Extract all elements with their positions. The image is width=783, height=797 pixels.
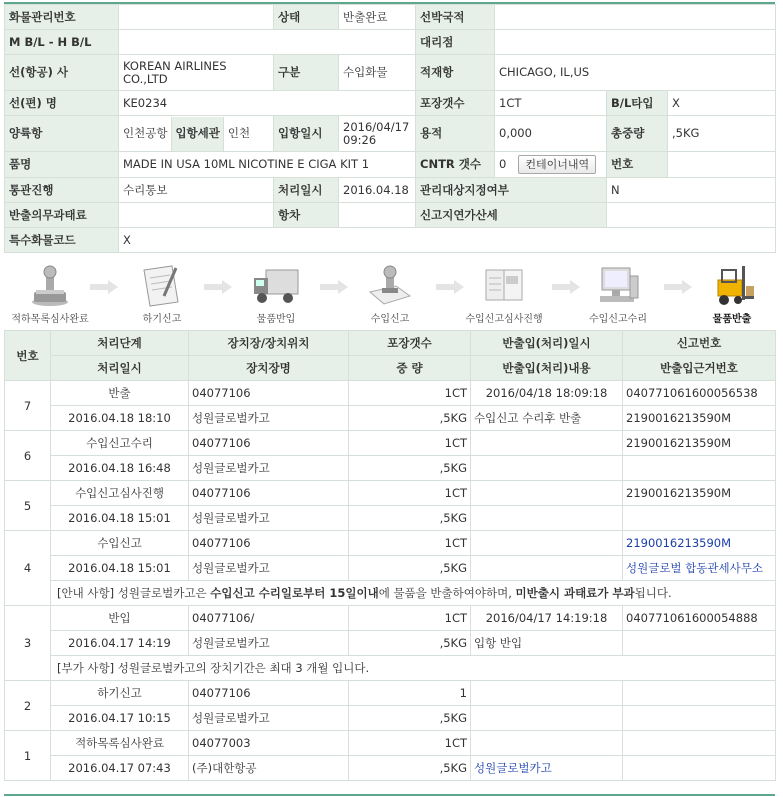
arrival-label: 입항일시: [274, 116, 339, 152]
step-label: 수입신고수리: [589, 314, 647, 325]
step-cell: 반출: [51, 381, 189, 406]
loading-port-label: 적재항: [416, 55, 495, 91]
date-cell: 2016.04.18 15:01: [51, 556, 189, 581]
io-date-cell: [471, 681, 623, 706]
mbl-hbl-value: [119, 30, 416, 55]
weight-cell: ,5KG: [349, 706, 471, 731]
io-content-cell: [471, 506, 623, 531]
location-name-cell: 성원글로벌카고: [189, 406, 349, 431]
step-manifest-review: [0, 262, 100, 325]
item-value: MADE IN USA 10ML NICOTINE E CIGA KIT 1: [119, 152, 416, 178]
step-cell: 반입: [51, 606, 189, 631]
io-basis-cell: 2190016213590M: [623, 406, 776, 431]
vessel-label: 선(편) 명: [5, 91, 119, 116]
volume-value: 0,000: [495, 116, 607, 152]
arrival-value: 2016/04/17 09:26: [339, 116, 416, 152]
bottom-accent-line: [4, 794, 775, 796]
weight-cell: ,5KG: [349, 406, 471, 431]
status-value: 반출완료: [339, 5, 416, 30]
location-cell: 04077106: [189, 431, 349, 456]
bl-type-label: B/L타입: [607, 91, 668, 116]
history-row: [5, 431, 776, 456]
location-name-cell: 성원글로벌카고: [189, 631, 349, 656]
location-name-cell: (주)대한항공: [189, 756, 349, 781]
history-row: [5, 681, 776, 706]
customs-proc-value: 수리통보: [119, 178, 274, 203]
weight-cell: ,5KG: [349, 456, 471, 481]
nationality-value: [495, 5, 776, 30]
io-date-cell: [471, 731, 623, 756]
io-content-cell: 수입신고 수리후 반출: [471, 406, 623, 431]
date-cell: 2016.04.18 15:01: [51, 506, 189, 531]
row-number: 4: [5, 531, 51, 606]
io-basis-cell: [623, 456, 776, 481]
step-declaration-accepted: [568, 262, 668, 325]
io-content-cell: [471, 456, 623, 481]
io-basis-cell: [623, 706, 776, 731]
history-row: [5, 731, 776, 756]
location-cell: 04077106: [189, 481, 349, 506]
step-cell: 적하목록심사완료: [51, 731, 189, 756]
report-no-cell: 040771061600054888: [623, 606, 776, 631]
mbl-hbl-label: M B/L - H B/L: [5, 30, 119, 55]
report-no-cell: 040771061600056538: [623, 381, 776, 406]
truck-icon: [252, 262, 300, 308]
location-name-cell: 성원글로벌카고: [189, 456, 349, 481]
cntr-group: [495, 152, 607, 178]
history-table: [4, 330, 776, 781]
history-row-detail: [5, 506, 776, 531]
history-row: [5, 381, 776, 406]
location-cell: 04077106: [189, 681, 349, 706]
io-date-cell: [471, 431, 623, 456]
container-details-button[interactable]: 컨테이너내역: [518, 155, 596, 174]
nationality-label: 선박국적: [416, 5, 495, 30]
history-row: [5, 481, 776, 506]
location-cell: 04077106: [189, 381, 349, 406]
history-note-row: [5, 656, 776, 681]
io-basis-cell: [623, 756, 776, 781]
customs-value: 인천: [227, 126, 251, 140]
pkg-cell: 1CT: [349, 481, 471, 506]
step-unloading-report: [112, 262, 212, 325]
row-number: 7: [5, 381, 51, 431]
managed-label: 관리대상지정여부: [416, 178, 607, 203]
export-duty-label: 반출의무과태료: [5, 203, 119, 228]
header-weight: 중 량: [349, 356, 471, 381]
pkg-cell: 1CT: [349, 531, 471, 556]
note-emphasis: 미반출시 과태료가 부과: [515, 586, 635, 600]
date-cell: 2016.04.17 10:15: [51, 706, 189, 731]
step-import-declaration: [340, 262, 440, 325]
binder-icon: [480, 262, 528, 308]
loading-port-value: CHICAGO, IL,US: [495, 55, 776, 91]
io-content-cell[interactable]: 성원글로벌카고: [471, 756, 623, 781]
row-number: 2: [5, 681, 51, 731]
agent-label: 대리점: [416, 30, 495, 55]
header-report-no: 신고번호: [623, 331, 776, 356]
io-content-cell: [471, 556, 623, 581]
history-row-detail: [5, 456, 776, 481]
step-label: 물품반입: [256, 314, 296, 325]
note-cell: [51, 656, 776, 681]
io-basis-cell[interactable]: 성원글로벌 합동관세사무소: [623, 556, 776, 581]
customs-label: 입항세관: [171, 117, 223, 151]
note-cell: [51, 581, 776, 606]
proc-date-label: 처리일시: [274, 178, 339, 203]
io-basis-cell: [623, 631, 776, 656]
history-row-detail: [5, 556, 776, 581]
date-cell: 2016.04.18 16:48: [51, 456, 189, 481]
io-date-cell: 2016/04/18 18:09:18: [471, 381, 623, 406]
step-cargo-inbound: [226, 262, 326, 325]
cntr-value: 0: [499, 157, 507, 171]
stamp-paper-icon: [366, 262, 414, 308]
location-name-cell: 성원글로벌카고: [189, 506, 349, 531]
progress-steps: [0, 262, 783, 328]
io-date-cell: [471, 481, 623, 506]
step-cell: 하기신고: [51, 681, 189, 706]
header-io-basis: 반출입근거번호: [623, 356, 776, 381]
computer-icon: [594, 262, 642, 308]
note-prefix: [부가 사항] 성원글로벌카고의 장치기간은 최대 3 개월 입니다.: [57, 661, 370, 675]
step-label: 물품반출: [712, 314, 752, 325]
cargo-no-label: 화물관리번호: [5, 5, 119, 30]
agent-value: [495, 30, 776, 55]
io-date-cell: [471, 531, 623, 556]
carrier-value: KOREAN AIRLINES CO.,LTD: [119, 55, 274, 91]
step-cell: 수입신고수리: [51, 431, 189, 456]
bl-type-value: X: [668, 91, 776, 116]
pkg-cell: 1CT: [349, 431, 471, 456]
report-no-cell: 2190016213590M: [623, 431, 776, 456]
header-location: 장치장/장치위치: [189, 331, 349, 356]
cntr-label: CNTR 갯수: [416, 152, 495, 178]
step-label: 수입신고심사진행: [465, 314, 543, 325]
weight-cell: ,5KG: [349, 556, 471, 581]
date-cell: 2016.04.17 07:43: [51, 756, 189, 781]
history-row: [5, 606, 776, 631]
report-no-cell: [623, 681, 776, 706]
date-cell: 2016.04.18 18:10: [51, 406, 189, 431]
stamp-icon: [26, 262, 74, 308]
step-label: 하기신고: [142, 314, 182, 325]
pkg-cell: 1CT: [349, 731, 471, 756]
history-note-row: [5, 581, 776, 606]
unload-port-group: [119, 116, 274, 152]
location-name-cell: 성원글로벌카고: [189, 706, 349, 731]
document-pen-icon: [138, 262, 186, 308]
report-no-cell: [623, 731, 776, 756]
io-basis-cell: [623, 506, 776, 531]
pkg-cell: 1CT: [349, 381, 471, 406]
note-middle: 에 물품을 반출하여야하며,: [378, 586, 516, 600]
export-duty-value: [119, 203, 274, 228]
weight-label: 총중량: [607, 116, 668, 152]
header-location-name: 장치장명: [189, 356, 349, 381]
special-code-label: 특수화물코드: [5, 228, 119, 253]
row-number: 5: [5, 481, 51, 531]
step-cell: 수입신고심사진행: [51, 481, 189, 506]
header-no: 번호: [5, 331, 51, 381]
report-no-cell[interactable]: 2190016213590M: [623, 531, 776, 556]
late-fee-value: [607, 203, 776, 228]
note-suffix: 됩니다.: [634, 586, 672, 600]
step-declaration-review: [454, 262, 554, 325]
pkg-count-label: 포장갯수: [416, 91, 495, 116]
location-cell: 04077106/: [189, 606, 349, 631]
date-cell: 2016.04.17 14:19: [51, 631, 189, 656]
customs-proc-label: 통관진행: [5, 178, 119, 203]
step-label: 적하목록심사완료: [11, 314, 89, 325]
type-value: 수입화물: [339, 55, 416, 91]
row-number: 3: [5, 606, 51, 681]
status-label: 상태: [274, 5, 339, 30]
history-row-detail: [5, 756, 776, 781]
weight-cell: ,5KG: [349, 631, 471, 656]
location-cell: 04077106: [189, 531, 349, 556]
location-name-cell: 성원글로벌카고: [189, 556, 349, 581]
step-cargo-outbound: [682, 262, 782, 325]
unload-port-value: 인천공항: [123, 126, 168, 140]
note-prefix: [안내 사항] 성원글로벌카고은: [57, 586, 211, 600]
row-number: 6: [5, 431, 51, 481]
weight-value: ,5KG: [668, 116, 776, 152]
special-code-value: X: [119, 228, 776, 253]
weight-cell: ,5KG: [349, 756, 471, 781]
step-cell: 수입신고: [51, 531, 189, 556]
voyage-label: 항차: [274, 203, 339, 228]
late-fee-label: 신고지연가산세: [416, 203, 607, 228]
item-label: 품명: [5, 152, 119, 178]
weight-cell: ,5KG: [349, 506, 471, 531]
header-io-date: 반출입(처리)일시: [471, 331, 623, 356]
forklift-icon: [708, 262, 756, 308]
proc-date-value: 2016.04.18: [339, 178, 416, 203]
location-cell: 04077003: [189, 731, 349, 756]
step-label: 수입신고: [370, 314, 410, 325]
note-emphasis: 수입신고 수리일로부터 15일이내: [210, 586, 379, 600]
pkg-count-value: 1CT: [495, 91, 607, 116]
vessel-value: KE0234: [119, 91, 416, 116]
no-label: 번호: [607, 152, 668, 178]
header-step: 처리단계: [51, 331, 189, 356]
carrier-label: 선(항공) 사: [5, 55, 119, 91]
header-pkg: 포장갯수: [349, 331, 471, 356]
history-row-detail: [5, 631, 776, 656]
no-value: [668, 152, 776, 178]
history-row: [5, 531, 776, 556]
header-io-content: 반출입(처리)내용: [471, 356, 623, 381]
volume-label: 용적: [416, 116, 495, 152]
io-content-cell: 입항 반입: [471, 631, 623, 656]
history-row-detail: [5, 706, 776, 731]
history-row-detail: [5, 406, 776, 431]
voyage-value: [339, 203, 416, 228]
pkg-cell: 1CT: [349, 606, 471, 631]
row-number: 1: [5, 731, 51, 781]
unload-port-label: 양륙항: [5, 116, 119, 152]
cargo-info-table: [4, 4, 776, 253]
header-date: 처리일시: [51, 356, 189, 381]
report-no-cell: 2190016213590M: [623, 481, 776, 506]
type-label: 구분: [274, 55, 339, 91]
io-content-cell: [471, 706, 623, 731]
io-date-cell: 2016/04/17 14:19:18: [471, 606, 623, 631]
cargo-no-value: [119, 5, 274, 30]
managed-value: N: [607, 178, 776, 203]
pkg-cell: 1: [349, 681, 471, 706]
